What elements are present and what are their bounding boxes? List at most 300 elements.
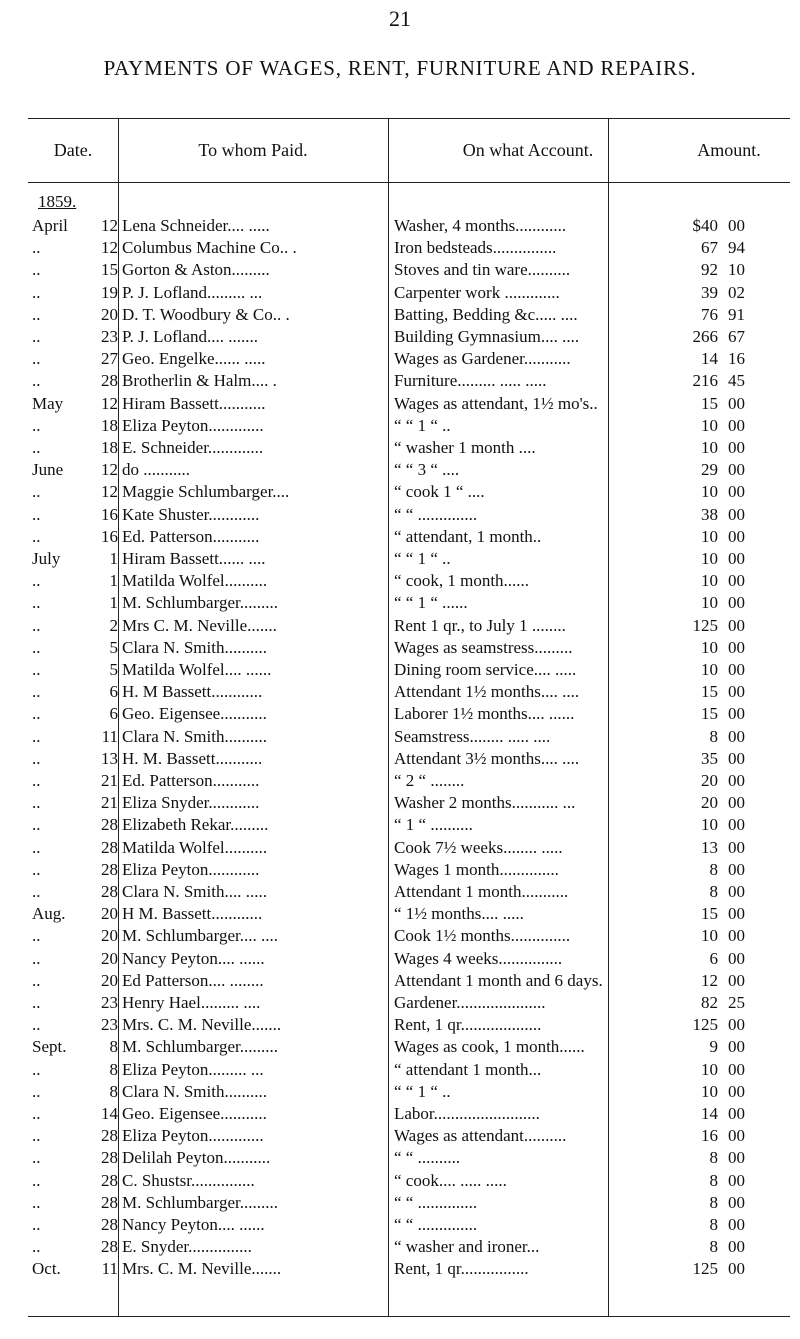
month-cell: Oct. <box>32 1259 61 1279</box>
amount-dollars-cell: 67 <box>701 238 718 258</box>
page-number: 21 <box>389 6 411 31</box>
payee-cell: Hiram Bassett...... .... <box>122 549 266 568</box>
amount-cents-cell: 00 <box>728 593 745 613</box>
header-rule <box>28 182 790 183</box>
day-cell: 28 <box>101 1237 118 1257</box>
payee-cell: Columbus Machine Co.. . <box>122 238 297 258</box>
amount-dollars-cell: 10 <box>701 549 718 568</box>
amount-dollars-cell: 82 <box>701 993 718 1012</box>
account-cell: Attendant 3½ months.... .... <box>394 748 580 768</box>
account-cell: Attendant 1 month........... <box>394 882 569 901</box>
table-row <box>28 525 790 549</box>
day-cell: 6 <box>109 682 118 702</box>
table-row <box>28 702 790 726</box>
table-row <box>28 1013 790 1037</box>
month-cell: July <box>32 549 61 568</box>
amount-dollars-cell: 8 <box>709 1170 718 1190</box>
amount-cents-cell: 00 <box>728 793 745 813</box>
day-cell: 28 <box>101 1126 118 1146</box>
account-cell: “ cook.... ..... ..... <box>394 1170 507 1190</box>
month-cell: .. <box>32 438 41 457</box>
day-cell: 13 <box>101 748 118 768</box>
payee-cell: M. Schlumbarger......... <box>122 1037 278 1057</box>
month-cell: .. <box>32 1237 41 1257</box>
day-cell: 14 <box>101 1104 118 1123</box>
amount-dollars-cell: 125 <box>692 1015 718 1035</box>
account-cell: Dining room service.... ..... <box>394 660 577 679</box>
payee-cell: Delilah Peyton........... <box>122 1148 271 1168</box>
table-bottom-rule <box>28 1316 790 1317</box>
payee-cell: Gorton & Aston......... <box>122 260 270 280</box>
table-row <box>28 1080 790 1104</box>
day-cell: 28 <box>101 859 118 879</box>
payee-cell: Henry Hael......... .... <box>122 993 261 1012</box>
account-cell: Batting, Bedding &c..... .... <box>394 304 578 324</box>
payee-cell: E. Schneider............. <box>122 438 264 457</box>
account-cell: Cook 1½ months.............. <box>394 926 571 946</box>
month-cell: .. <box>32 948 41 968</box>
amount-cents-cell: 00 <box>728 859 745 879</box>
amount-dollars-cell: 76 <box>701 304 718 324</box>
amount-dollars-cell: 10 <box>701 571 718 591</box>
amount-cents-cell: 00 <box>728 1037 745 1057</box>
amount-cents-cell: 00 <box>728 948 745 968</box>
month-cell: April <box>32 216 68 235</box>
amount-dollars-cell: 8 <box>709 1148 718 1168</box>
month-cell: May <box>32 393 64 413</box>
account-cell: Wages 4 weeks............... <box>394 948 563 968</box>
account-cell: Wages as attendant.......... <box>394 1126 567 1146</box>
month-cell: .. <box>32 593 41 613</box>
table-row <box>28 747 790 771</box>
amount-dollars-cell: 10 <box>701 637 718 657</box>
amount-dollars-cell: 8 <box>709 882 718 901</box>
month-cell: .. <box>32 837 41 857</box>
month-cell: .. <box>32 1126 41 1146</box>
amount-dollars-cell: 8 <box>709 726 718 746</box>
amount-cents-cell: 00 <box>728 970 745 990</box>
table-row <box>28 392 790 416</box>
payee-cell: P. J. Lofland......... ... <box>122 282 263 302</box>
amount-cents-cell: 00 <box>728 1259 745 1279</box>
amount-dollars-cell: 10 <box>701 526 718 546</box>
amount-cents-cell: 00 <box>728 1170 745 1190</box>
amount-cents-cell: 00 <box>728 926 745 946</box>
amount-dollars-cell: 14 <box>701 1104 718 1123</box>
amount-cents-cell: 00 <box>728 771 745 790</box>
month-cell: .. <box>32 970 41 990</box>
table-row <box>28 1191 790 1215</box>
account-cell: Rent, 1 qr................ <box>394 1259 529 1279</box>
table-row <box>28 924 790 948</box>
header-account: On what Account. <box>462 140 594 160</box>
amount-cents-cell: 00 <box>728 837 745 857</box>
payee-cell: P. J. Lofland.... ....... <box>122 327 258 346</box>
day-cell: 11 <box>101 1259 118 1279</box>
month-cell: .. <box>32 859 41 879</box>
amount-cents-cell: 25 <box>728 993 745 1012</box>
day-cell: 20 <box>101 904 118 924</box>
month-cell: .. <box>32 1104 41 1123</box>
amount-cents-cell: 00 <box>728 882 745 901</box>
table-row <box>28 725 790 749</box>
day-cell: 8 <box>109 1081 118 1101</box>
table-row <box>28 1213 790 1237</box>
month-cell: .. <box>32 260 41 280</box>
account-cell: “ “ 3 “ .... <box>394 460 460 480</box>
header-payee: To whom Paid. <box>198 140 308 160</box>
header-amount: Amount. <box>697 140 761 160</box>
amount-dollars-cell: 15 <box>701 704 718 724</box>
month-cell: .. <box>32 371 41 391</box>
amount-cents-cell: 00 <box>728 748 745 768</box>
table-row <box>28 680 790 704</box>
amount-dollars-cell: 216 <box>692 371 718 391</box>
amount-cents-cell: 00 <box>728 637 745 657</box>
amount-cents-cell: 00 <box>728 216 745 235</box>
day-cell: 28 <box>101 1148 118 1168</box>
month-cell: .. <box>32 327 41 346</box>
table-row <box>28 991 790 1015</box>
day-cell: 28 <box>101 882 118 901</box>
payee-cell: Eliza Peyton............. <box>122 1126 264 1146</box>
table-row <box>28 1102 790 1126</box>
account-cell: “ cook 1 “ .... <box>394 482 485 502</box>
month-cell: .. <box>32 1215 41 1234</box>
table-row <box>28 1035 790 1059</box>
month-cell: .. <box>32 726 41 746</box>
amount-cents-cell: 00 <box>728 1126 745 1146</box>
amount-dollars-cell: 125 <box>692 615 718 635</box>
month-cell: .. <box>32 526 41 546</box>
amount-dollars-cell: 8 <box>709 859 718 879</box>
amount-dollars-cell: 20 <box>701 771 718 790</box>
month-cell: .. <box>32 1170 41 1190</box>
amount-cents-cell: 00 <box>728 571 745 591</box>
amount-dollars-cell: 38 <box>701 504 718 524</box>
payee-cell: M. Schlumbarger......... <box>122 1192 278 1212</box>
amount-cents-cell: 02 <box>728 282 745 302</box>
month-cell: .. <box>32 1015 41 1035</box>
day-cell: 21 <box>101 793 118 813</box>
month-cell: .. <box>32 1081 41 1101</box>
page-title: PAYMENTS OF WAGES, RENT, FURNITURE AND REPAIRS. <box>103 56 697 80</box>
payee-cell: Lena Schneider.... ..... <box>122 216 270 235</box>
day-cell: 12 <box>101 393 118 413</box>
table-row <box>28 325 790 349</box>
table-row <box>28 902 790 926</box>
payee-cell: Eliza Peyton............ <box>122 859 260 879</box>
account-cell: Iron bedsteads............... <box>394 238 557 258</box>
payee-cell: Clara N. Smith.......... <box>122 726 267 746</box>
day-cell: 12 <box>101 482 118 502</box>
month-cell: .. <box>32 349 41 369</box>
day-cell: 28 <box>101 1192 118 1212</box>
day-cell: 28 <box>101 837 118 857</box>
month-cell: .. <box>32 815 41 835</box>
day-cell: 20 <box>101 304 118 324</box>
account-cell: Attendant 1 month and 6 days. <box>394 970 603 990</box>
payee-cell: M. Schlumbarger......... <box>122 593 278 613</box>
amount-cents-cell: 00 <box>728 1215 745 1234</box>
amount-dollars-cell: 16 <box>701 1126 718 1146</box>
table-row <box>28 1146 790 1170</box>
table-row <box>28 969 790 993</box>
amount-dollars-cell: 39 <box>701 282 718 302</box>
amount-dollars-cell: 20 <box>701 793 718 813</box>
amount-cents-cell: 00 <box>728 1237 745 1257</box>
table-row <box>28 947 790 971</box>
payee-cell: Mrs. C. M. Neville....... <box>122 1015 282 1035</box>
amount-cents-cell: 00 <box>728 1192 745 1212</box>
account-cell: Wages as seamstress......... <box>394 637 573 657</box>
day-cell: 21 <box>101 771 118 790</box>
amount-cents-cell: 00 <box>728 393 745 413</box>
amount-cents-cell: 00 <box>728 1104 745 1123</box>
table-row <box>28 636 790 660</box>
day-cell: 28 <box>101 1215 118 1234</box>
amount-cents-cell: 00 <box>728 682 745 702</box>
amount-cents-cell: 00 <box>728 1148 745 1168</box>
amount-cents-cell: 00 <box>728 1059 745 1079</box>
day-cell: 1 <box>109 549 118 568</box>
account-cell: Seamstress........ ..... .... <box>394 726 551 746</box>
account-cell: “ washer and ironer... <box>394 1237 540 1257</box>
payee-cell: Maggie Schlumbarger.... <box>122 482 290 502</box>
account-cell: Wages as cook, 1 month...... <box>394 1037 585 1057</box>
payee-cell: C. Shustsr............... <box>122 1170 255 1190</box>
month-cell: .. <box>32 793 41 813</box>
amount-dollars-cell: 266 <box>692 327 718 346</box>
payee-cell: Nancy Peyton.... ...... <box>122 948 265 968</box>
account-cell: Attendant 1½ months.... .... <box>394 682 580 702</box>
amount-cents-cell: 00 <box>728 415 745 435</box>
table-row <box>28 458 790 482</box>
table-row <box>28 569 790 593</box>
amount-cents-cell: 00 <box>728 460 745 480</box>
day-cell: 20 <box>101 926 118 946</box>
month-cell: .. <box>32 771 41 790</box>
month-cell: .. <box>32 993 41 1012</box>
amount-dollars-cell: 92 <box>701 260 718 280</box>
amount-dollars-cell: 10 <box>701 482 718 502</box>
day-cell: 27 <box>101 349 118 369</box>
payee-cell: Geo. Engelke...... ..... <box>122 349 266 369</box>
payee-cell: Geo. Eigensee........... <box>122 1104 267 1123</box>
table-row <box>28 858 790 882</box>
day-cell: 6 <box>109 704 118 724</box>
month-cell: .. <box>32 682 41 702</box>
table-row <box>28 1169 790 1193</box>
day-cell: 28 <box>101 371 118 391</box>
month-cell: .. <box>32 1059 41 1079</box>
day-cell: 8 <box>109 1037 118 1057</box>
amount-cents-cell: 91 <box>728 304 745 324</box>
amount-cents-cell: 00 <box>728 1015 745 1035</box>
payee-cell: Elizabeth Rekar......... <box>122 815 269 835</box>
account-cell: “ “ 1 “ .. <box>394 549 451 568</box>
day-cell: 5 <box>109 660 118 679</box>
month-cell: .. <box>32 926 41 946</box>
amount-dollars-cell: 6 <box>709 948 718 968</box>
month-cell: .. <box>32 571 41 591</box>
amount-cents-cell: 00 <box>728 615 745 635</box>
month-cell: .. <box>32 637 41 657</box>
month-cell: .. <box>32 660 41 679</box>
day-cell: 28 <box>101 815 118 835</box>
month-cell: Sept. <box>32 1037 67 1057</box>
day-cell: 11 <box>101 726 118 746</box>
table-row <box>28 836 790 860</box>
account-cell: “ attendant, 1 month.. <box>394 526 542 546</box>
amount-dollars-cell: 8 <box>709 1192 718 1212</box>
amount-cents-cell: 00 <box>728 504 745 524</box>
account-cell: “ “ .............. <box>394 1192 478 1212</box>
payee-cell: D. T. Woodbury & Co.. . <box>122 304 290 324</box>
day-cell: 20 <box>101 948 118 968</box>
day-cell: 12 <box>101 216 118 235</box>
account-cell: “ “ 1 “ ...... <box>394 593 468 613</box>
table-row <box>28 214 790 238</box>
table-row <box>28 791 790 815</box>
table-row <box>28 258 790 282</box>
payee-cell: Matilda Wolfel.......... <box>122 571 268 591</box>
day-cell: 23 <box>101 993 118 1012</box>
account-cell: “ attendant 1 month... <box>394 1059 542 1079</box>
amount-dollars-cell: 8 <box>709 1215 718 1234</box>
payee-cell: H M. Bassett............ <box>122 904 263 924</box>
day-cell: 5 <box>109 637 118 657</box>
amount-dollars-cell: 29 <box>701 460 718 480</box>
amount-dollars-cell: 10 <box>701 593 718 613</box>
amount-dollars-cell: 10 <box>701 660 718 679</box>
month-cell: Aug. <box>32 904 66 924</box>
month-cell: .. <box>32 882 41 901</box>
table-row <box>28 281 790 305</box>
table-row <box>28 813 790 837</box>
month-cell: .. <box>32 238 41 258</box>
table-row <box>28 658 790 682</box>
account-cell: Labor......................... <box>394 1104 540 1123</box>
amount-cents-cell: 94 <box>728 238 745 258</box>
amount-cents-cell: 00 <box>728 726 745 746</box>
payee-cell: Ed Patterson.... ........ <box>122 970 264 990</box>
payee-cell: Eliza Peyton............. <box>122 415 264 435</box>
day-cell: 23 <box>101 1015 118 1035</box>
amount-cents-cell: 45 <box>728 371 745 391</box>
payee-cell: Matilda Wolfel.... ...... <box>122 660 272 679</box>
amount-dollars-cell: 13 <box>701 837 718 857</box>
day-cell: 19 <box>101 282 118 302</box>
day-cell: 18 <box>101 438 118 457</box>
account-cell: Wages 1 month.............. <box>394 859 559 879</box>
account-cell: “ washer 1 month .... <box>394 438 536 457</box>
amount-dollars-cell: 9 <box>709 1037 718 1057</box>
day-cell: 28 <box>101 1170 118 1190</box>
day-cell: 20 <box>101 970 118 990</box>
table-top-rule <box>28 118 790 119</box>
day-cell: 23 <box>101 327 118 346</box>
amount-dollars-cell: $40 <box>692 216 718 235</box>
table-row <box>28 303 790 327</box>
table-row <box>28 347 790 371</box>
month-cell: .. <box>32 1192 41 1212</box>
amount-dollars-cell: 8 <box>709 1237 718 1257</box>
payee-cell: Clara N. Smith.......... <box>122 1081 267 1101</box>
payee-cell: Mrs. C. M. Neville....... <box>122 1259 282 1279</box>
table-row <box>28 769 790 793</box>
month-cell: .. <box>32 615 41 635</box>
account-cell: Wages as attendant, 1½ mo's.. <box>394 393 598 413</box>
amount-dollars-cell: 10 <box>701 415 718 435</box>
amount-dollars-cell: 10 <box>701 815 718 835</box>
account-cell: Laborer 1½ months.... ...... <box>394 704 575 724</box>
day-cell: 16 <box>101 526 118 546</box>
day-cell: 1 <box>109 593 118 613</box>
month-cell: .. <box>32 504 41 524</box>
table-row <box>28 1257 790 1281</box>
account-cell: “ 1½ months.... ..... <box>394 904 524 924</box>
day-cell: 12 <box>101 238 118 258</box>
account-cell: Building Gymnasium.... .... <box>394 327 580 346</box>
account-cell: Cook 7½ weeks........ ..... <box>394 837 563 857</box>
account-cell: Wages as Gardener........... <box>394 349 571 369</box>
month-cell: .. <box>32 304 41 324</box>
table-row <box>28 414 790 438</box>
day-cell: 12 <box>101 460 118 480</box>
payee-cell: Matilda Wolfel.......... <box>122 837 268 857</box>
amount-cents-cell: 67 <box>728 327 745 346</box>
payee-cell: do ........... <box>122 460 190 480</box>
account-cell: Stoves and tin ware.......... <box>394 260 571 280</box>
amount-dollars-cell: 12 <box>701 970 718 990</box>
table-row <box>28 503 790 527</box>
table-row <box>28 436 790 460</box>
month-cell: .. <box>32 282 41 302</box>
payee-cell: E. Snyder............... <box>122 1237 252 1257</box>
amount-dollars-cell: 14 <box>701 349 718 369</box>
account-cell: “ 2 “ ........ <box>394 771 465 790</box>
amount-cents-cell: 00 <box>728 438 745 457</box>
payee-cell: Mrs C. M. Neville....... <box>122 615 277 635</box>
amount-cents-cell: 10 <box>728 260 745 280</box>
amount-cents-cell: 00 <box>728 904 745 924</box>
table-row <box>28 880 790 904</box>
payee-cell: Kate Shuster............ <box>122 504 260 524</box>
account-cell: Gardener..................... <box>394 993 546 1012</box>
table-row <box>28 1058 790 1082</box>
table-row <box>28 369 790 393</box>
account-cell: “ “ .......... <box>394 1148 461 1168</box>
day-cell: 8 <box>109 1059 118 1079</box>
table-row <box>28 480 790 504</box>
table-row <box>28 1124 790 1148</box>
amount-cents-cell: 00 <box>728 660 745 679</box>
payee-cell: Geo. Eigensee........... <box>122 704 267 724</box>
payee-cell: Ed. Patterson........... <box>122 526 260 546</box>
amount-dollars-cell: 15 <box>701 393 718 413</box>
amount-dollars-cell: 15 <box>701 682 718 702</box>
payee-cell: Ed. Patterson........... <box>122 771 260 790</box>
month-cell: .. <box>32 1148 41 1168</box>
account-cell: “ 1 “ .......... <box>394 815 473 835</box>
payee-cell: Nancy Peyton.... ...... <box>122 1215 265 1234</box>
account-cell: “ “ 1 “ .. <box>394 415 451 435</box>
month-cell: June <box>32 460 64 480</box>
month-cell: .. <box>32 415 41 435</box>
account-cell: Carpenter work ............. <box>394 282 560 302</box>
account-cell: Washer, 4 months............ <box>394 216 567 235</box>
